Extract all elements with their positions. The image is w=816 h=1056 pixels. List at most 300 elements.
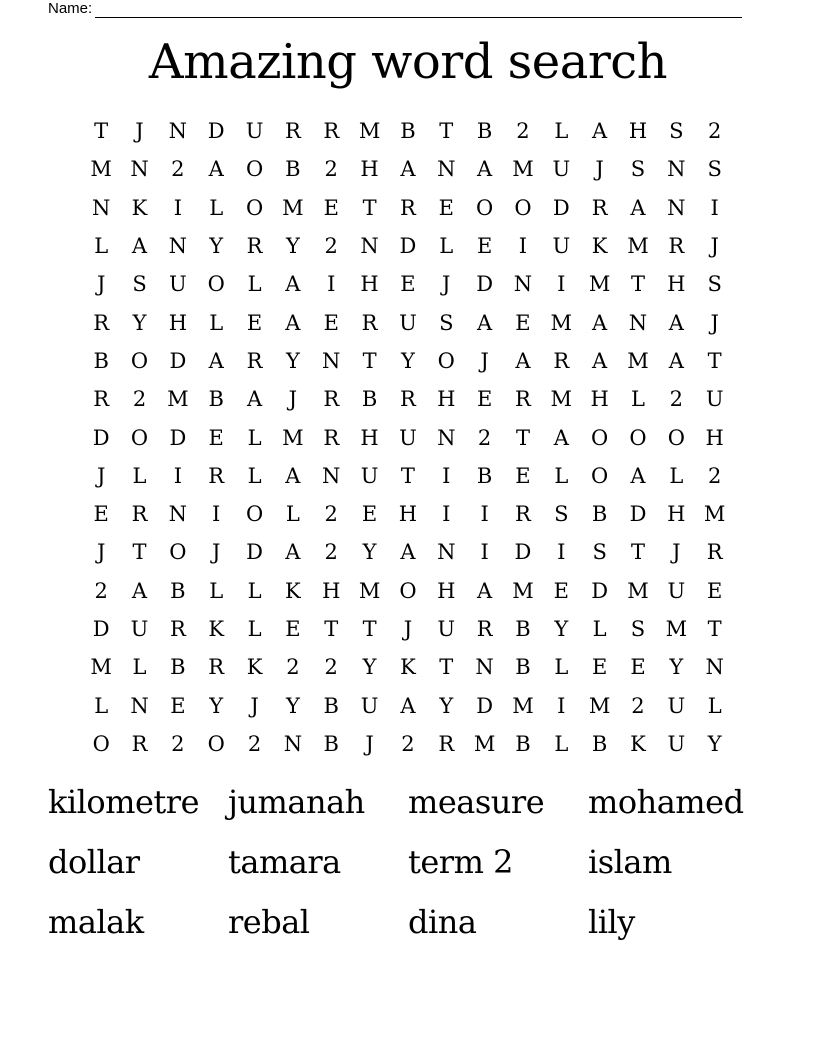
grid-cell: 2 — [707, 119, 722, 144]
grid-cell: 2 — [516, 119, 530, 144]
grid-cell: 2 — [669, 387, 684, 412]
grid-cell: D — [92, 425, 110, 450]
grid-cell: O — [514, 195, 532, 220]
grid-cell: N — [322, 463, 341, 488]
grid-cell: 2 — [94, 578, 108, 603]
grid-cell: K — [591, 234, 608, 259]
grid-cell: S — [707, 157, 722, 182]
grid-cell: R — [323, 119, 340, 144]
grid-cell: S — [132, 272, 147, 297]
word-list-item: dina — [408, 903, 477, 941]
grid-cell: T — [362, 348, 377, 373]
grid-cell: R — [284, 119, 301, 144]
grid-cell: R — [208, 463, 225, 488]
grid-cell: L — [554, 731, 569, 756]
grid-cell: A — [592, 119, 608, 144]
grid-cell: O — [591, 463, 609, 488]
grid-cell: R — [400, 195, 416, 220]
grid-cell: O — [130, 348, 149, 373]
grid-cell: U — [245, 119, 264, 144]
grid-cell: T — [707, 348, 722, 373]
grid-cell: Y — [707, 731, 722, 756]
grid-cell: A — [630, 195, 646, 220]
grid-cell: O — [591, 425, 609, 450]
name-field[interactable] — [48, 0, 742, 18]
grid-cell: K — [400, 655, 416, 680]
grid-cell: A — [592, 310, 608, 335]
grid-cell: L — [247, 272, 262, 297]
grid-cell: R — [476, 617, 493, 641]
word-list-item: lily — [588, 903, 635, 941]
grid-cell: A — [477, 578, 493, 603]
grid-cell: J — [135, 119, 144, 144]
grid-cell: 2 — [286, 655, 300, 680]
grid-cell: A — [285, 540, 301, 565]
grid-cell: E — [591, 655, 608, 680]
grid-cell: S — [592, 540, 607, 565]
grid-cell: R — [515, 387, 531, 412]
letter-grid — [82, 112, 734, 763]
grid-cell: Y — [285, 348, 300, 373]
grid-cell: M — [358, 578, 381, 603]
grid-cell: R — [246, 234, 263, 259]
grid-cell: 2 — [324, 234, 338, 259]
grid-cell: J — [710, 310, 719, 335]
grid-cell: 2 — [401, 731, 415, 756]
grid-cell: B — [323, 731, 339, 756]
grid-cell: J — [96, 540, 106, 565]
grid-cell: L — [247, 578, 262, 603]
grid-cell: M — [282, 195, 304, 220]
grid-cell: H — [360, 157, 379, 182]
grid-cell: N — [91, 195, 111, 220]
grid-cell: U — [169, 272, 187, 297]
grid-cell: K — [285, 578, 301, 603]
grid-cell: E — [553, 578, 569, 603]
grid-cell: B — [476, 119, 493, 144]
grid-cell: E — [630, 655, 646, 680]
grid-cell: D — [476, 693, 494, 718]
grid-cell: M — [627, 348, 649, 373]
grid-cell: N — [283, 731, 303, 756]
grid-cell: N — [437, 425, 456, 450]
grid-cell: J — [211, 540, 221, 565]
grid-cell: M — [665, 617, 688, 641]
grid-cell: N — [168, 119, 188, 144]
grid-cell: D — [92, 617, 110, 641]
grid-cell: A — [400, 540, 416, 565]
grid-cell: J — [672, 540, 681, 565]
grid-cell: H — [437, 387, 456, 412]
word-list-item: measure — [408, 783, 545, 821]
grid-cell: T — [707, 617, 722, 641]
grid-cell: L — [94, 693, 109, 718]
grid-cell: 2 — [171, 731, 185, 756]
grid-cell: B — [591, 731, 608, 756]
grid-cell: N — [667, 195, 686, 220]
grid-cell: M — [703, 502, 726, 527]
grid-cell: A — [131, 578, 148, 603]
grid-cell: L — [669, 463, 684, 488]
grid-cell: I — [442, 502, 451, 527]
grid-cell: L — [247, 617, 262, 641]
grid-cell: A — [285, 310, 301, 335]
grid-cell: L — [247, 425, 262, 450]
grid-cell: B — [170, 578, 186, 603]
grid-cell: I — [480, 540, 489, 565]
grid-cell: U — [667, 731, 686, 756]
grid-cell: T — [400, 463, 415, 488]
grid-cell: R — [553, 348, 570, 373]
grid-cell: U — [360, 693, 379, 718]
grid-cell: R — [515, 502, 531, 527]
grid-cell: R — [591, 195, 608, 220]
grid-cell: B — [361, 387, 378, 412]
grid-cell: D — [552, 195, 570, 220]
grid-cell: H — [168, 310, 188, 335]
grid-cell: M — [550, 310, 573, 335]
grid-cell: H — [437, 578, 456, 603]
grid-cell: M — [512, 578, 534, 603]
grid-cell: K — [208, 617, 225, 641]
grid-cell: R — [323, 387, 340, 412]
grid-cell: O — [399, 578, 417, 603]
grid-cell: L — [439, 234, 454, 259]
grid-cell: M — [512, 157, 534, 182]
grid-cell: I — [557, 693, 566, 718]
word-list-item: dollar — [48, 843, 140, 881]
grid-cell: O — [476, 195, 494, 220]
grid-cell: L — [132, 655, 147, 680]
grid-cell: T — [362, 195, 377, 220]
grid-cell: T — [630, 540, 645, 565]
grid-cell: A — [246, 387, 263, 412]
grid-cell: E — [285, 617, 301, 641]
grid-cell: E — [246, 310, 263, 335]
word-list-item: term 2 — [408, 843, 513, 881]
grid-cell: R — [131, 731, 148, 756]
grid-cell: N — [667, 157, 686, 182]
grid-cell: A — [630, 463, 646, 488]
grid-cell: L — [554, 119, 569, 144]
grid-cell: I — [327, 272, 336, 297]
grid-cell: N — [130, 693, 149, 718]
word-list-item: malak — [48, 903, 144, 941]
grid-cell: D — [591, 578, 609, 603]
grid-cell: D — [476, 272, 494, 297]
grid-cell: H — [705, 425, 724, 450]
grid-cell: L — [592, 617, 607, 641]
grid-cell: E — [707, 578, 723, 603]
grid-cell: O — [92, 731, 110, 756]
grid-cell: A — [285, 272, 301, 297]
grid-cell: M — [167, 387, 189, 412]
grid-cell: R — [438, 731, 455, 756]
grid-cell: T — [362, 617, 377, 641]
grid-cell: L — [554, 655, 569, 680]
grid-cell: T — [324, 617, 339, 641]
grid-cell: N — [360, 234, 379, 259]
word-list-item: islam — [588, 843, 672, 881]
grid-cell: A — [515, 348, 531, 373]
grid-cell: I — [557, 272, 566, 297]
grid-cell: H — [628, 119, 648, 144]
grid-cell: D — [629, 502, 647, 527]
grid-cell: N — [513, 272, 533, 297]
grid-cell: I — [442, 463, 451, 488]
grid-cell: O — [245, 502, 264, 527]
grid-cell: L — [209, 310, 224, 335]
grid-cell: Y — [285, 234, 300, 259]
grid-cell: N — [130, 157, 149, 182]
grid-cell: U — [399, 425, 417, 450]
grid-cell: E — [323, 195, 339, 220]
grid-cell: Y — [439, 693, 454, 718]
grid-cell: S — [669, 119, 684, 144]
grid-cell: 2 — [324, 540, 338, 565]
word-list-item: tamara — [228, 843, 341, 881]
grid-cell: E — [208, 425, 224, 450]
grid-cell: L — [209, 195, 224, 220]
grid-cell: B — [515, 655, 531, 680]
grid-cell: D — [514, 540, 532, 565]
grid-cell: E — [515, 310, 531, 335]
grid-cell: J — [96, 463, 106, 488]
grid-cell: A — [208, 157, 224, 182]
grid-cell: B — [515, 731, 531, 756]
grid-cell: 2 — [132, 387, 147, 412]
grid-cell: N — [475, 655, 494, 680]
grid-cell: B — [323, 693, 339, 718]
grid-cell: B — [208, 387, 224, 412]
grid-cell: T — [439, 655, 454, 680]
grid-cell: T — [630, 272, 645, 297]
grid-cell: 2 — [324, 157, 338, 182]
grid-cell: A — [400, 157, 416, 182]
grid-cell: H — [322, 578, 341, 603]
grid-cell: D — [169, 425, 187, 450]
grid-cell: A — [477, 310, 493, 335]
grid-cell: J — [710, 234, 719, 259]
grid-cell: J — [442, 272, 451, 297]
grid-cell: U — [360, 463, 379, 488]
grid-cell: M — [588, 693, 611, 718]
grid-cell: O — [207, 272, 225, 297]
grid-cell: 2 — [631, 693, 645, 718]
grid-cell: O — [245, 195, 264, 220]
grid-cell: H — [360, 425, 379, 450]
grid-cell: B — [170, 655, 186, 680]
grid-cell: E — [400, 272, 416, 297]
word-list-item: kilometre — [48, 783, 199, 821]
grid-cell: R — [668, 234, 685, 259]
grid-cell: J — [595, 157, 604, 182]
grid-cell: K — [246, 655, 263, 680]
grid-cell: R — [400, 387, 416, 412]
grid-cell: I — [173, 195, 182, 220]
grid-cell: I — [518, 234, 528, 259]
grid-cell: D — [169, 348, 187, 373]
grid-cell: A — [208, 348, 224, 373]
grid-cell: E — [515, 463, 531, 488]
word-list-item: rebal — [228, 903, 310, 941]
grid-cell: E — [361, 502, 378, 527]
grid-cell: S — [630, 617, 646, 641]
grid-cell: E — [170, 693, 186, 718]
grid-cell: I — [212, 502, 221, 527]
grid-cell: S — [554, 502, 569, 527]
grid-cell: R — [131, 502, 148, 527]
grid-cell: L — [94, 234, 109, 259]
grid-cell: T — [132, 540, 147, 565]
grid-cell: T — [94, 119, 109, 144]
grid-cell: I — [710, 195, 719, 220]
word-list — [48, 772, 768, 952]
grid-cell: I — [480, 502, 489, 527]
grid-cell: O — [245, 157, 264, 182]
grid-cell: M — [358, 119, 381, 144]
grid-cell: N — [437, 540, 456, 565]
grid-cell: 2 — [324, 655, 338, 680]
grid-cell: R — [93, 387, 110, 412]
grid-cell: D — [399, 234, 417, 259]
grid-cell: 2 — [247, 731, 262, 756]
grid-cell: D — [246, 540, 263, 565]
grid-cell: S — [707, 272, 722, 297]
grid-cell: J — [96, 272, 106, 297]
grid-cell: A — [553, 425, 569, 450]
grid-cell: O — [437, 348, 455, 373]
grid-cell: A — [131, 234, 148, 259]
grid-cell: U — [437, 617, 456, 641]
grid-cell: M — [90, 655, 112, 680]
grid-cell: H — [398, 502, 418, 527]
grid-cell: R — [169, 617, 186, 641]
grid-cell: M — [473, 731, 496, 756]
grid-cell: O — [130, 425, 149, 450]
grid-cell: M — [90, 157, 112, 182]
grid-cell: M — [512, 693, 534, 718]
grid-cell: R — [361, 310, 378, 335]
grid-cell: U — [705, 387, 724, 412]
grid-cell: U — [399, 310, 417, 335]
grid-cell: Y — [209, 234, 224, 259]
grid-cell: Y — [285, 693, 300, 718]
grid-cell: A — [592, 348, 608, 373]
grid-cell: 2 — [171, 157, 185, 182]
grid-cell: U — [667, 578, 686, 603]
grid-cell: A — [477, 157, 493, 182]
grid-cell: E — [323, 310, 339, 335]
grid-cell: M — [627, 578, 649, 603]
grid-cell: M — [588, 272, 611, 297]
grid-cell: O — [207, 731, 225, 756]
grid-cell: B — [515, 617, 531, 641]
grid-cell: R — [208, 655, 225, 680]
grid-cell: O — [629, 425, 647, 450]
grid-cell: H — [667, 502, 686, 527]
grid-cell: 2 — [707, 463, 722, 488]
grid-cell: K — [630, 731, 646, 756]
grid-cell: L — [707, 693, 722, 718]
page-title: Amazing word search — [148, 34, 668, 90]
grid-cell: T — [515, 425, 530, 450]
grid-cell: Y — [669, 655, 684, 680]
grid-cell: A — [668, 348, 684, 373]
grid-cell: B — [476, 463, 493, 488]
grid-cell: A — [285, 463, 301, 488]
word-list-item: mohamed — [588, 783, 744, 821]
grid-cell: R — [323, 425, 340, 450]
grid-cell: A — [668, 310, 684, 335]
grid-cell: Y — [132, 310, 147, 335]
grid-cell: A — [400, 693, 416, 718]
grid-cell: B — [93, 348, 109, 373]
grid-cell: K — [131, 195, 148, 220]
grid-cell: L — [554, 463, 569, 488]
grid-cell: M — [627, 234, 649, 259]
grid-cell: N — [322, 348, 341, 373]
grid-cell: N — [437, 157, 456, 182]
grid-cell: J — [365, 731, 374, 756]
grid-cell: N — [705, 655, 724, 680]
name-underline — [95, 3, 742, 18]
grid-cell: L — [209, 578, 224, 603]
name-label: Name: — [48, 0, 93, 17]
grid-cell: M — [282, 425, 304, 450]
grid-cell: D — [207, 119, 225, 144]
grid-cell: S — [439, 310, 454, 335]
word-list-item: jumanah — [228, 783, 365, 821]
grid-cell: H — [590, 387, 609, 412]
grid-cell: Y — [554, 617, 569, 641]
grid-cell: R — [706, 540, 723, 565]
grid-cell: B — [400, 119, 416, 144]
grid-cell: L — [132, 463, 147, 488]
grid-cell: J — [250, 693, 259, 718]
grid-cell: R — [93, 310, 110, 335]
grid-cell: N — [168, 502, 188, 527]
grid-cell: H — [667, 272, 686, 297]
grid-cell: S — [630, 157, 646, 182]
grid-cell: J — [403, 617, 413, 641]
grid-cell: L — [285, 502, 300, 527]
grid-cell: U — [667, 693, 686, 718]
grid-cell: N — [628, 310, 648, 335]
grid-cell: O — [169, 540, 187, 565]
grid-cell: Y — [209, 693, 224, 718]
grid-cell: M — [550, 387, 573, 412]
grid-cell: I — [557, 540, 566, 565]
grid-cell: 2 — [324, 502, 338, 527]
grid-cell: O — [667, 425, 685, 450]
grid-cell: L — [247, 463, 262, 488]
grid-cell: J — [480, 348, 489, 373]
grid-cell: U — [552, 234, 571, 259]
grid-cell: R — [246, 348, 263, 373]
grid-cell: U — [552, 157, 571, 182]
grid-cell: N — [168, 234, 188, 259]
grid-cell: 2 — [477, 425, 492, 450]
grid-cell: J — [288, 387, 298, 412]
grid-cell: Y — [400, 348, 415, 373]
grid-cell: T — [439, 119, 454, 144]
grid-cell: H — [360, 272, 379, 297]
grid-cell: E — [476, 387, 493, 412]
grid-cell: B — [285, 157, 301, 182]
grid-cell: E — [93, 502, 109, 527]
grid-cell: Y — [362, 655, 377, 680]
